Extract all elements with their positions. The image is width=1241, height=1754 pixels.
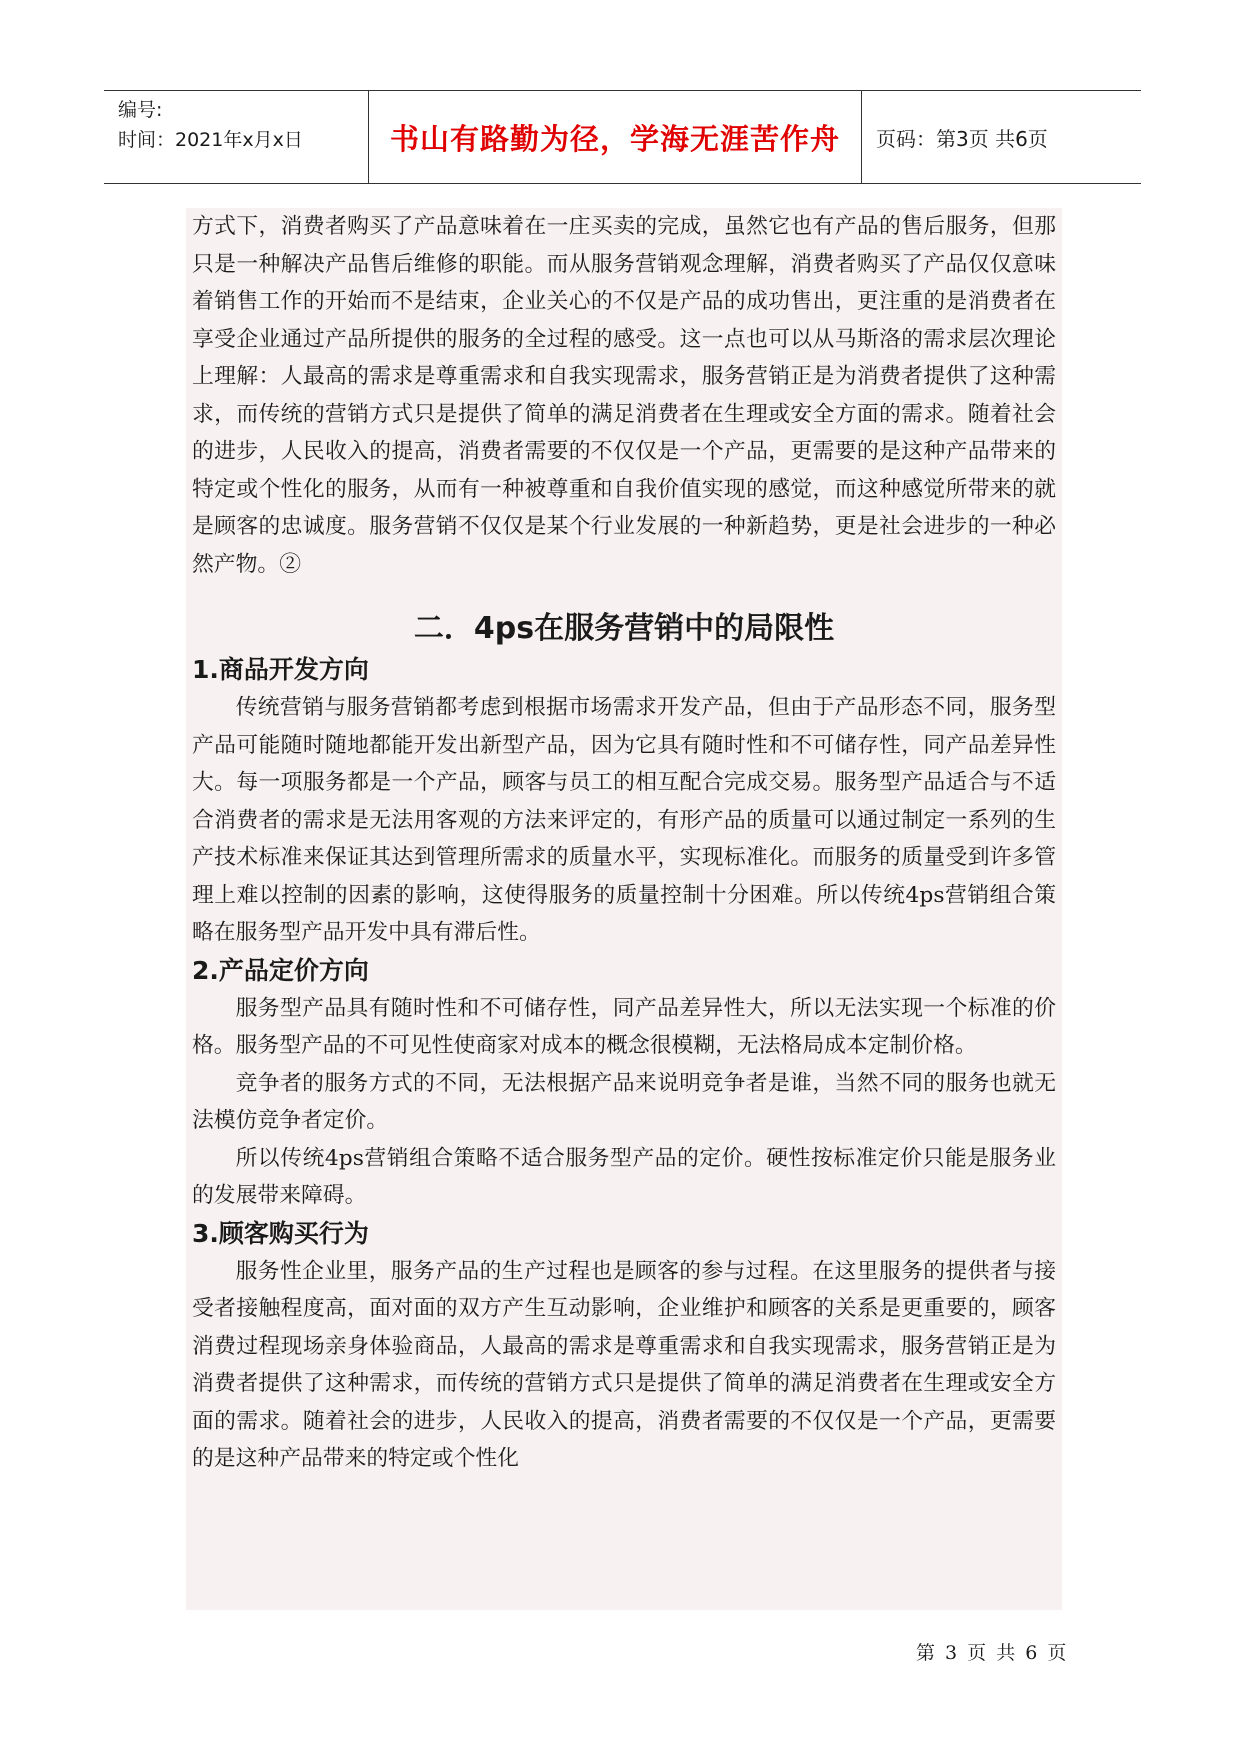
subsection-title-2: 2.产品定价方向 (192, 955, 369, 985)
subsection-title-3: 3.顾客购买行为 (192, 1218, 369, 1248)
header-motto: 书山有路勤为径，学海无涯苦作舟 (369, 91, 862, 183)
document-header (104, 90, 1141, 184)
page-footer: 第 3 页 共 6 页 (916, 1642, 1067, 1664)
intro-paragraph: 方式下，消费者购买了产品意味着在一庄买卖的完成，虽然它也有产品的售后服务，但那只是一种解决产品售后维修的职能。而从服务营销观念理解，消费者购买了产品仅仅意味着销售工作的开始而不是结束，企业关心的不仅是产品的成功售出，更注重的是消费者在享受企业通过产品所提供的服务的全过程的感受。这一点也可以从马斯洛的需求层次理论上理解：人最高的需求是尊重需求和自我实现需求，服务营销正是为消费者提供了这种需求，而传统的营销方式只是提供了简单的满足消费者在生理或安全方面的需求。随着社会的进步，人民收入的提高，消费者需要的不仅仅是一个产品，更需要的是这种产品带来的特定或个性化的服务，从而有一种被尊重和自我价值实现的感觉，而这种感觉所带来的就是顾客的忠诚度。服务营销不仅仅是某个行业发展的一种新趋势，更是社会进步的一种必然产物。② (192, 214, 1056, 577)
subsection-2-paragraph-1: 服务型产品具有随时性和不可储存性，同产品差异性大，所以无法实现一个标准的价格。服务型产品的不可见性使商家对成本的概念很模糊，无法格局成本定制价格。 (192, 995, 1056, 1058)
number-label: 编号: (118, 99, 163, 121)
subsection-1-paragraph: 传统营销与服务营销都考虑到根据市场需求开发产品，但由于产品形态不同，服务型产品可能随时随地都能开发出新型产品，因为它具有随时性和不可储存性，同产品差异性大。每一项服务都是一个产品，顾客与员工的相互配合完成交易。服务型产品适合与不适合消费者的需求是无法用客观的方法来评定的，有形产品的质量可以通过制定一系列的生产技术标准来保证其达到管理所需求的质量水平，实现标准化。而服务的质量受到许多管理上难以控制的因素的影响，这使得服务的质量控制十分困难。所以传统4ps营销组合策略在服务型产品开发中具有滞后性。 (192, 695, 1056, 945)
document-body (186, 208, 1062, 1610)
header-page-label: 页码：第3页 共6页 (876, 126, 1048, 151)
subsection-title-1: 1.商品开发方向 (192, 655, 369, 684)
subsection-2-paragraph-2: 竞争者的服务方式的不同，无法根据产品来说明竞争者是谁，当然不同的服务也就无法模仿竞争者定价。 (192, 1070, 1056, 1133)
subsection-2-paragraph-3: 所以传统4ps营销组合策略不适合服务型产品的定价。硬性按标准定价只能是服务业的发展带来障碍。 (192, 1145, 1056, 1208)
subsection-3-paragraph: 服务性企业里，服务产品的生产过程也是顾客的参与过程。在这里服务的提供者与接受者接触程度高，面对面的双方产生互动影响，企业维护和顾客的关系是更重要的，顾客消费过程现场亲身体验商品，人最高的需求是尊重需求和自我实现需求，服务营销正是为消费者提供了这种需求，而传统的营销方式只是提供了简单的满足消费者在生理或安全方面的需求。随着社会的进步，人民收入的提高，消费者需要的不仅仅是一个产品，更需要的是这种产品带来的特定或个性化 (192, 1258, 1056, 1471)
section-title: 二．4ps在服务营销中的局限性 (413, 611, 835, 646)
header-meta (104, 91, 369, 183)
time-label: 时间：2021年x月x日 (118, 129, 303, 151)
